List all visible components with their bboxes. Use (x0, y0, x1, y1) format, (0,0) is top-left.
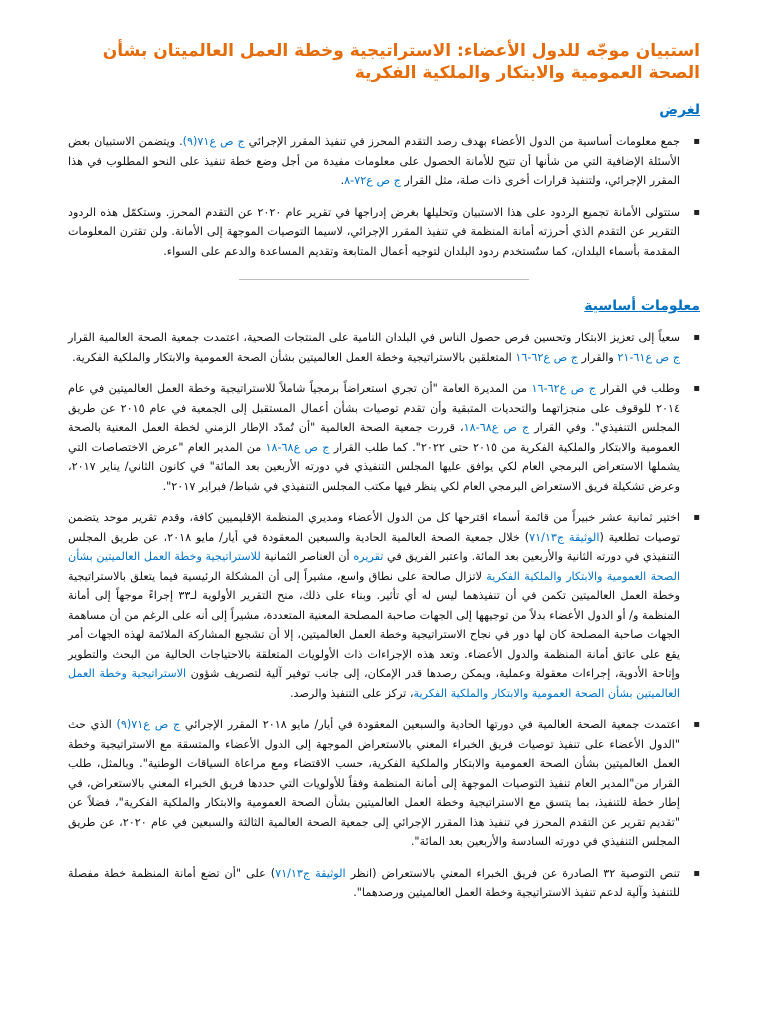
text: ) على "أن تضع أمانة المنظمة خطة مفصلة للتنفيذ وآلية لدعم تنفيذ الاستراتيجية وخطة العمل العالميتين ورصدهما". (68, 866, 680, 899)
text: والقرار (577, 350, 618, 364)
purpose-bullet-2 (68, 203, 700, 262)
document-link[interactable]: الوثيقة ج٧١/١٣ (275, 866, 346, 880)
decision-link[interactable]: ج ص ع٧١(٩) (116, 718, 181, 731)
text: سعياً إلى تعزيز الابتكار وتحسين فرص حصول الناس في البلدان النامية على المنتجات الصحية، اعتمدت جمعية الصحة العالمية القرار (68, 331, 680, 344)
text: ، قررت جمعية الصحة العالمية "أن تُمدّد الإطار الزمني لخطة العمل المعنية بالصحة العمومية والابتكار والملكية الفكرية من ٢٠١٥ حتى ٢٠٢٢". كما طلب القرار (68, 421, 680, 454)
background-bullet-3 (68, 508, 700, 703)
text: المتعلقين بالاستراتيجية وخطة العمل العالميتين بشأن الصحة العمومية والابتكار والملكية الفكرية. (72, 350, 516, 364)
strategy-link[interactable]: الاستراتيجية وخطة العمل العالميتين بشأن الصحة العمومية والابتكار والملكية الفكرية (68, 667, 680, 700)
text: . (340, 174, 345, 187)
decision-link[interactable]: ج ص ع٧١(٩) (182, 135, 245, 148)
background-bullet-5 (68, 864, 700, 903)
text: وطلب في القرار (596, 382, 680, 395)
strategy-link[interactable]: للاستراتيجية وخطة العمل العالميتين بشأن الصحة العمومية والابتكار والملكية الفكرية (68, 550, 681, 583)
text: جمع معلومات أساسية من الدول الأعضاء بهدف رصد التقدم المحرز في تنفيذ المقرر الإجرائي (244, 135, 680, 148)
text: من المدير العام "عرض الاختصاصات التي يشملها الاستعراض البرمجي العام لكي يوافق عليها المجلس التنفيذي في دورته الأربعين بعد المائة" في كانون الثاني/ يناير ٢٠١٧، وعرض تشكيلة فريق الاستعراض البرمجي العام لكي ينظر فيها مكتب المجلس التنفيذي في شباط/ فبراير ٢٠١٧". (68, 440, 680, 493)
section-heading-purpose: لغرض (659, 102, 700, 118)
section-divider (239, 279, 530, 280)
resolution-link[interactable]: ج ص ع٧٢-٨ (344, 174, 401, 187)
resolution-link[interactable]: ج ص ع٦٨-١٨ (265, 440, 330, 454)
text: . ويتضمن الاستبيان بعض الأسئلة الإضافية التي من شأنها أن تتيح للأمانة الحصول على معلومات مفيدة من أجل وضع خطة تنفيذ على النحو المطلوب في هذا المقرر الإجرائي، ولتنفيذ قرارات أخرى ذات صلة، مثل القرار (68, 135, 680, 187)
text: ) خلال جمعية الصحة العالمية الحادية والسبعين المعقودة في أيار/ مايو ٢٠١٨، عن طريق المجلس التنفيذي في دورته الثانية والأربعين بعد المائة. واعتبر الفريق في (68, 530, 680, 563)
resolution-link[interactable]: ج ص ع٦١-٢١ (617, 350, 680, 364)
background-bullet-1 (68, 328, 700, 367)
document-title: استبيان موجّه للدول الأعضاء: الاستراتيجية وخطة العمل العالميتان بشأن الصحة العمومية والابتكار والملكية الفكرية (102, 41, 700, 83)
report-link[interactable]: تقريره (353, 550, 384, 563)
text: من المديرة العامة "أن تجري استعراضاً برمجياً شاملاً للاستراتيجية وخطة العمل العالميتين في عام ٢٠١٤ للوقوف على منجزاتهما والتحديات المتبقية وأن تقدم توصيات بشأن أعمال المستقبل إلى الجمعية في عام ٢٠١٥ عن طريق المجلس التنفيذي". وفي القرار (68, 382, 681, 434)
text: تنص التوصية ٣٢ الصادرة عن فريق الخبراء المعني بالاستعراض (انظر (345, 866, 680, 880)
section-heading-background: معلومات أساسية (584, 298, 700, 314)
text: لاتزال صالحة على نطاق واسع، مشيراً إلى أن المشكلة الرئيسية فيما يتعلق بالاستراتيجية وخطة العمل العالميتين تكمن في أن تنفيذهما ليس له أي تأثير. وبناء على ذلك، منح التقرير الأولوية لـ٣٣ إجراءً موجهاً إلى أمانة المنظمة و/ أو الدول الأعضاء بدلاً من توجيهها إلى الجهات صاحبة المصلحة المعنية المتعددة، مشيراً إلى أنه على الرغم من أن مساهمة الجهات صاحبة المصلحة كان لها دور في نجاح الاستراتيجية وخطة العمل العالميتين، إلا أن تشجيع المشاركة الملائمة لهذه الجهات أمر يقع على عاتق أمانة المنظمة والدول الأعضاء. وتعد هذه الإجراءات ذات الأولويات المتعلقة بالاحتياجات الحالية من البحث والتطوير وإتاحة الأدوية، إجراءات معقولة وعملية، ويمكن رصدها قدر الإمكان، إلى جانب توفير آلية لتصريف شؤون (68, 569, 680, 680)
text: اعتمدت جمعية الصحة العالمية في دورتها الحادية والسبعين المعقودة في أيار/ مايو ٢٠١٨ المقرر الإجرائي (180, 718, 680, 731)
background-bullet-4 (68, 715, 700, 852)
text: اختير ثمانية عشر خبيراً من قائمة أسماء اقترحها كل من الدول الأعضاء ومديري المنظمة الإقليميين كافة، وقدم تقرير موحد يتضمن توصيات تطلعية ( (68, 511, 680, 544)
purpose-bullet-1 (68, 132, 700, 191)
text: أن العناصر الثمانية (260, 550, 354, 563)
resolution-link[interactable]: ج ص ع٦٢-١٦ (515, 350, 578, 364)
document-link[interactable]: الوثيقة ج٧١/١٣ (529, 530, 600, 544)
resolution-link[interactable]: ج ص ع٦٢-١٦ (531, 382, 597, 395)
background-bullet-2 (68, 379, 700, 496)
text: الذي حث "الدول الأعضاء على تنفيذ توصيات فريق الخبراء المعني بالاستعراض الموجهة إلى الدول الأعضاء والمتسقة مع الاستراتيجية وخطة العمل العالميتين بشأن الصحة العمومية والابتكار والملكية الفكرية، حسب الاقتضاء ومع مراعاة السياقات الوطنية". وبالمثل، طلب القرار من"المدير العام تنفيذ التوصيات الموجهة إلى أمانة المنظمة وفقاً للأولويات التي حددها فريق الخبراء المعني بالاستعراض، في إطار خطة للتنفيذ، بما يتسق مع الاستراتيجية وخطة العمل العالميتين بشأن الصحة العمومية والابتكار والملكية الفكرية"، فضلاً عن "تقديم تقرير عن التقدم المحرز في تنفيذ هذا المقرر الإجرائي إلى جمعية الصحة العالمية الثالثة والسبعين في عام ٢٠٢٠، عن طريق المجلس التنفيذي في دورته السادسة والأربعين بعد المائة". (68, 718, 680, 848)
resolution-link[interactable]: ج ص ع٦٨-١٨ (463, 421, 530, 434)
purpose-list (68, 132, 700, 261)
text: ، تركز على التنفيذ والرصد. (289, 686, 414, 700)
text: ستتولى الأمانة تجميع الردود على هذا الاستبيان وتحليلها بغرض إدراجها في تقرير عام ٢٠٢٠ عن التقدم المحرز. وستكمّل هذه الردود التقرير عن التقدم الذي أحرزته أمانة المنظمة في تنفيذ المقرر الإجرائي، لاسيما التوصيات الموجهة إلى الأمانة. ولن تقترن المعلومات المقدمة بأسماء البلدان، كما ستُستخدم ردود البلدان لتوجيه أعمال المتابعة وتقديم المساعدة والدعم على السواء. (68, 205, 680, 258)
background-list (68, 328, 700, 903)
